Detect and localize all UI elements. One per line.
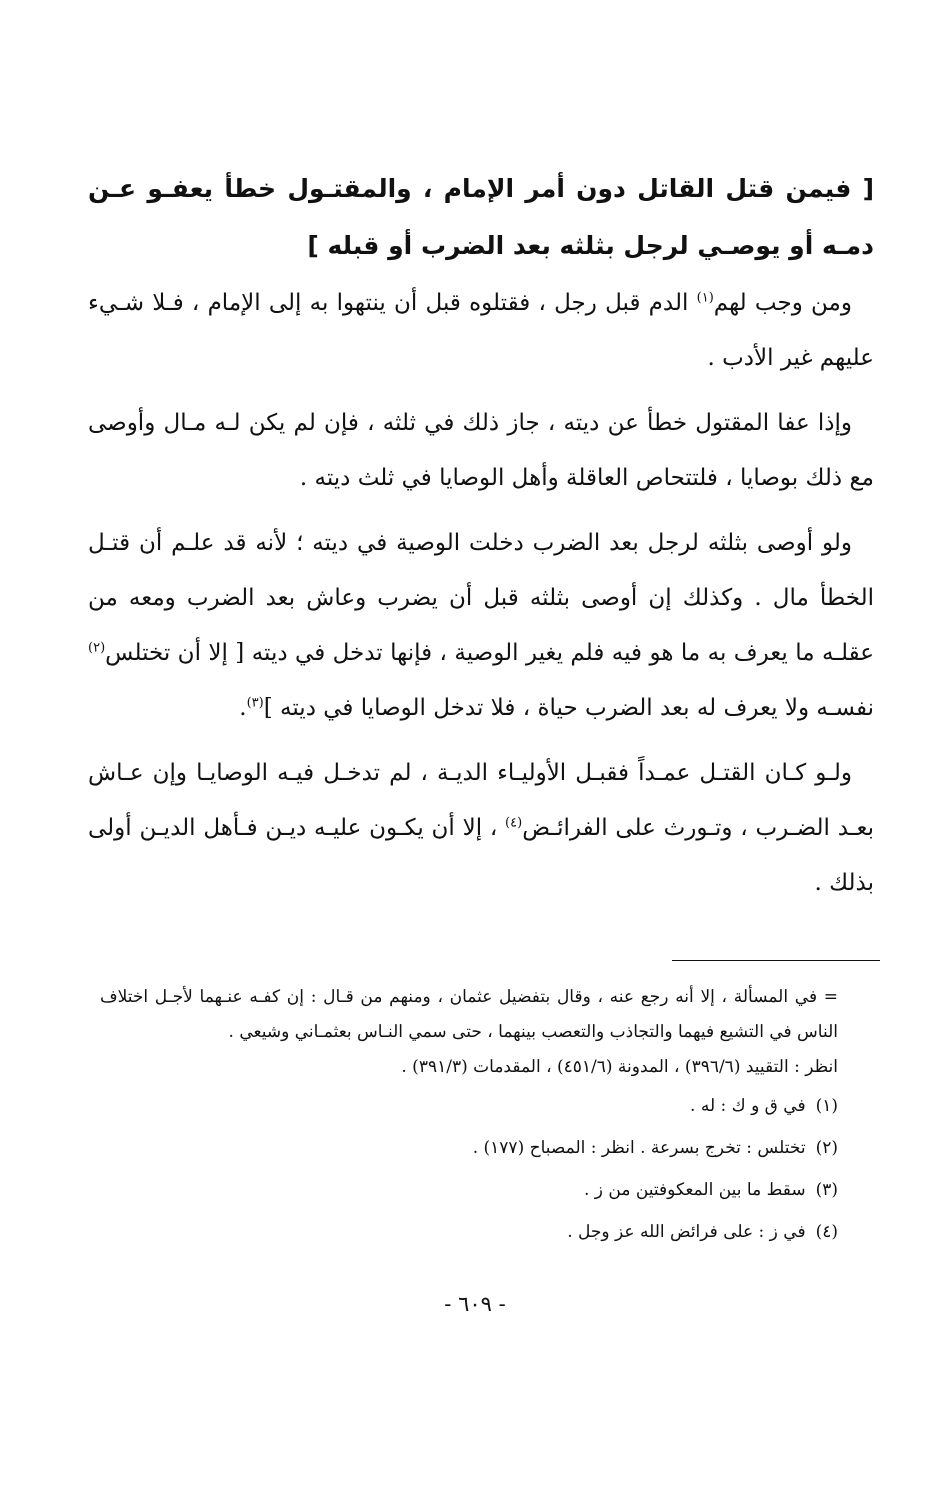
paragraph-1	[88, 276, 874, 386]
footnote-item	[100, 1085, 838, 1127]
section-heading: [ فيمن قتل القاتل دون أمر الإمام ، والمقتـول خطأ يعفـو عـن دمـه أو يوصـي لرجل بثلثه بعد الضرب أو قبله ]	[88, 174, 874, 260]
footnote-text: سقط ما بين المعكوفتين من ز .	[583, 1180, 806, 1200]
footnote-item	[100, 1127, 838, 1169]
footnote-continuation-line: = في المسألة ، إلا أنه رجع عنه ، وقال بتفضيل عثمان ، ومنهم من قـال : إن كفـه عنـهما لأجـل اختلاف الناس في التشيع فيهما والتجاذب والتعصب بينهما ، حتى سمي النـاس بعثمـاني وشيعي .	[100, 987, 838, 1042]
paragraph-text: ، إلا أن يكـون عليـه ديـن فـأهل الديـن أولى بذلك .	[88, 815, 874, 896]
footnote-text: في ق و ك : له .	[690, 1096, 806, 1116]
footnote-ref[interactable]: (١)	[696, 290, 714, 306]
body-text	[88, 276, 874, 921]
footnote-text: تختلس : تخرج بسرعة . انظر : المصباح (١٧٧) .	[472, 1138, 806, 1158]
footnote-list	[100, 1085, 838, 1253]
paragraph-text: الدم قبل رجل ، فقتلوه قبل أن ينتهوا به إلى الإمام ، فـلا شـيء عليهم غير الأدب .	[88, 290, 874, 371]
footnote-number: (٤)	[815, 1222, 838, 1242]
footnote-number: (١)	[815, 1096, 838, 1116]
footnote-item	[100, 1211, 838, 1253]
footnote-continuation-line: انظر : التقييد (٣٩٦/٦) ، المدونة (٤٥١/٦) ، المقدمات (٣٩١/٣) .	[401, 1057, 838, 1077]
paragraph-4	[88, 746, 874, 911]
paragraph-3	[88, 516, 874, 736]
footnote-divider	[672, 960, 880, 961]
paragraph-text: نفسـه ولا يعرف له بعد الضرب حياة ، فلا تدخل الوصايا في ديته ]	[263, 695, 874, 721]
paragraph-text: ولـو كـان القتـل عمـداً فقبـل الأوليـاء الديـة ، لم تدخـل فيـه الوصايـا وإن عـاش بعـد الضـرب ، وتـورث على الفرائـض	[88, 760, 874, 841]
paragraph-text: .	[239, 695, 247, 721]
footnote-ref[interactable]: (٢)	[88, 640, 106, 656]
footnote-text: في ز : على فرائض الله عز وجل .	[567, 1222, 806, 1242]
footnote-ref[interactable]: (٣)	[246, 695, 264, 711]
paragraph-text: ومن وجب لهم	[713, 290, 852, 316]
page-number: - ٦٠٩ -	[444, 1292, 506, 1316]
paragraph-text: ولو أوصى بثلثه لرجل بعد الضرب دخلت الوصية في ديته ؛ لأنه قد علـم أن قتـل الخطأ مال . وكذلك إن أوصى بثلثه قبل أن يضرب وعاش بعد الضرب ومعه من عقلـه ما يعرف به ما هو فيه فلم يغير الوصية ، فإنها تدخل في ديته [ إلا أن تختلس	[88, 530, 874, 666]
footnote-ref[interactable]: (٤)	[505, 815, 523, 831]
footnotes-section	[100, 980, 838, 1253]
footnote-item	[100, 1169, 838, 1211]
footnote-number: (٣)	[815, 1180, 838, 1200]
footnote-number: (٢)	[815, 1138, 838, 1158]
paragraph-2	[88, 396, 874, 506]
footnote-continuation	[100, 980, 838, 1085]
paragraph-text: وإذا عفا المقتول خطأ عن ديته ، جاز ذلك في ثلثه ، فإن لم يكن لـه مـال وأوصى مع ذلك بوصايا ، فلتتحاص العاقلة وأهل الوصايا في ثلث ديته .	[88, 410, 874, 491]
